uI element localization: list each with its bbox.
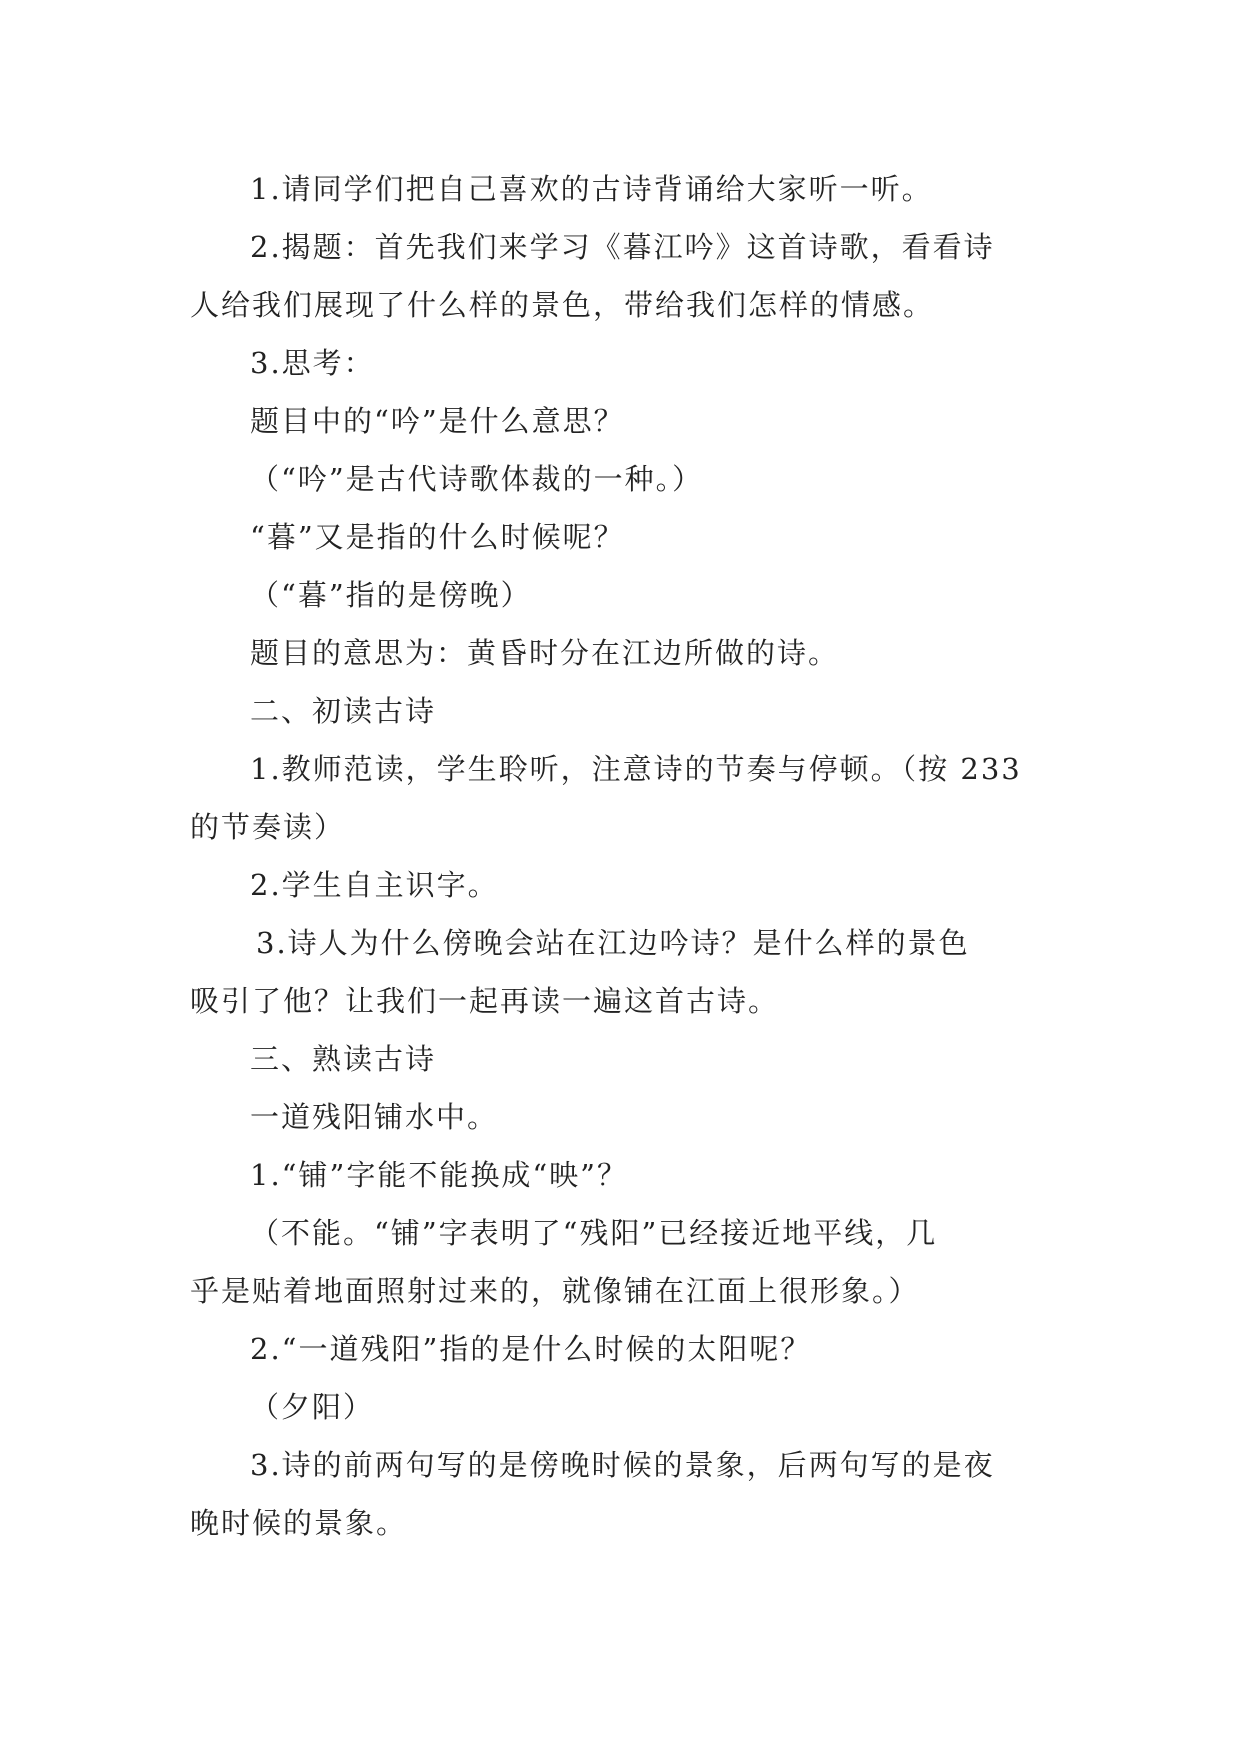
- text-line: 3.诗人为什么傍晚会站在江边吟诗？是什么样的景色: [256, 926, 970, 960]
- document-body: [190, 160, 1060, 1552]
- text-line: 2.“一道残阳”指的是什么时候的太阳呢？: [250, 1332, 812, 1366]
- text-line: （不能。“铺”字表明了“残阳”已经接近地平线，几: [250, 1216, 938, 1250]
- text-line: “暮”又是指的什么时候呢？: [250, 520, 625, 554]
- text-line: （“吟”是古代诗歌体裁的一种。）: [250, 462, 704, 496]
- section-heading: 三、熟读古诗: [250, 1042, 437, 1076]
- text-line: 1.“铺”字能不能换成“映”？: [250, 1158, 628, 1192]
- text-line: 人给我们展现了什么样的景色，带给我们怎样的情感。: [190, 288, 935, 322]
- text-line: 3.思考：: [250, 346, 375, 380]
- text-line: 2.学生自主识字。: [250, 868, 499, 902]
- text-line: 1.教师范读，学生聆听，注意诗的节奏与停顿。（按 233: [250, 752, 1022, 786]
- section-heading: 二、初读古诗: [250, 694, 437, 728]
- text-line: 2.揭题：首先我们来学习《暮江吟》这首诗歌，看看诗: [250, 230, 995, 264]
- text-line: 晚时候的景象。: [190, 1506, 408, 1540]
- text-line: 一道残阳铺水中。: [250, 1100, 499, 1134]
- text-line: 题目的意思为：黄昏时分在江边所做的诗。: [250, 636, 840, 670]
- text-line: （夕阳）: [250, 1390, 375, 1424]
- text-line: 1.请同学们把自己喜欢的古诗背诵给大家听一听。: [250, 172, 933, 206]
- text-line: 乎是贴着地面照射过来的，就像铺在江面上很形象。）: [190, 1274, 920, 1308]
- text-line: 题目中的“吟”是什么意思？: [250, 404, 625, 438]
- text-line: 3.诗的前两句写的是傍晚时候的景象，后两句写的是夜: [250, 1448, 995, 1482]
- text-line: 的节奏读）: [190, 810, 346, 844]
- text-line: （“暮”指的是傍晚）: [250, 578, 532, 612]
- text-line: 吸引了他？让我们一起再读一遍这首古诗。: [190, 984, 780, 1018]
